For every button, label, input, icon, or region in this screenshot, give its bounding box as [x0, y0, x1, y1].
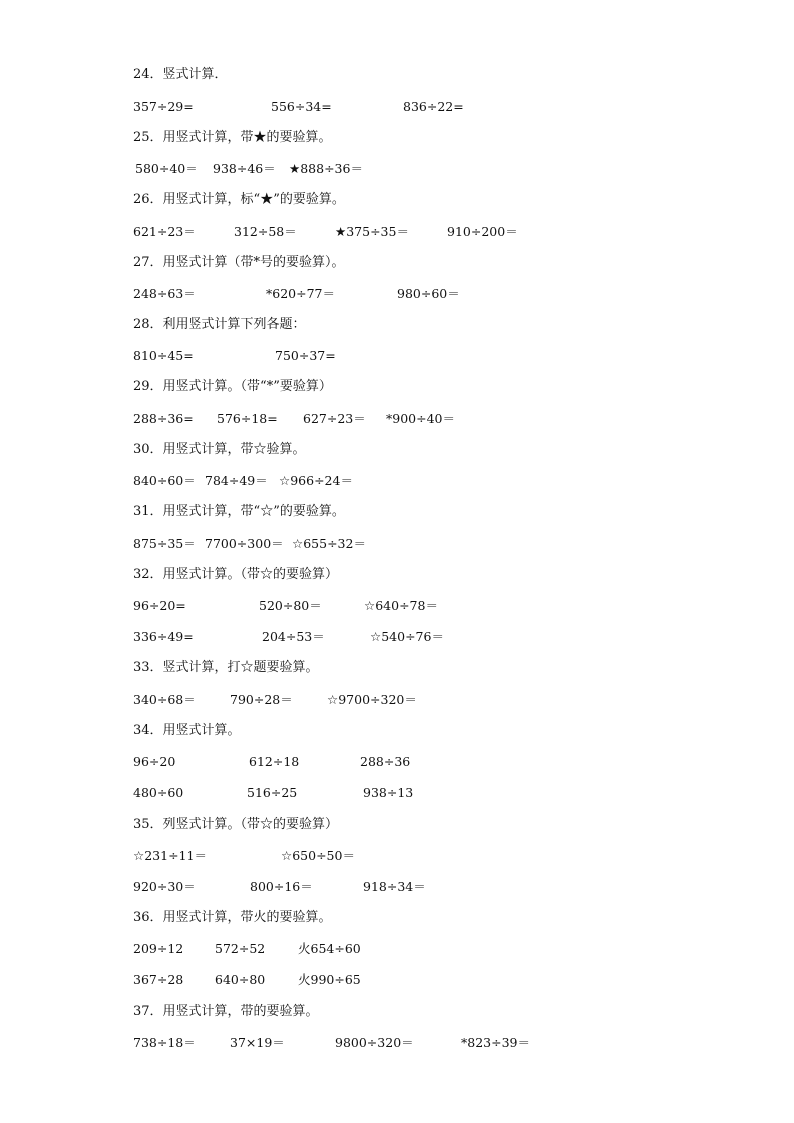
expression: 96÷20	[133, 754, 176, 769]
problem-37-title: 37．用竖式计算，带的要验算。	[133, 1004, 319, 1019]
problem-30-title: 30．用竖式计算，带☆验算。	[133, 442, 306, 457]
expression: 920÷30＝	[133, 879, 196, 894]
expression: 576÷18=	[217, 411, 278, 426]
problem-25-title: 25．用竖式计算，带★的要验算。	[133, 130, 332, 145]
problem-36-title: 36．用竖式计算，带火的要验算。	[133, 910, 332, 925]
expression: 980÷60＝	[397, 286, 460, 301]
problem-29-title: 29．用竖式计算。（带“*”要验算）	[133, 379, 332, 394]
expression: ☆231÷11＝	[133, 848, 207, 863]
expression: 572÷52	[215, 941, 266, 956]
expression: 640÷80	[215, 972, 266, 987]
problem-33-title: 33．竖式计算，打☆题要验算。	[133, 660, 319, 675]
expression: 627÷23＝	[303, 411, 366, 426]
expression: 836÷22=	[403, 99, 464, 114]
expression: 875÷35＝	[133, 536, 196, 551]
expression: 790÷28＝	[230, 692, 293, 707]
expression: 480÷60	[133, 785, 184, 800]
expression: 738÷18＝	[133, 1035, 196, 1050]
expression: 288÷36=	[133, 411, 194, 426]
expression: 7700÷300＝	[205, 536, 284, 551]
expression: *900÷40＝	[386, 411, 455, 426]
expression: *823÷39＝	[461, 1035, 530, 1050]
expression: ☆9700÷320＝	[327, 692, 417, 707]
problem-32-title: 32．用竖式计算。（带☆的要验算）	[133, 567, 339, 582]
expression: 938÷13	[363, 785, 414, 800]
expression: ☆540÷76＝	[370, 629, 444, 644]
expression: 800÷16＝	[250, 879, 313, 894]
expression: 750÷37=	[275, 348, 336, 363]
problem-27-title: 27．用竖式计算（带*号的要验算）。	[133, 255, 345, 270]
expression: 918÷34＝	[363, 879, 426, 894]
expression: 840÷60＝	[133, 473, 196, 488]
expression: 96÷20=	[133, 598, 186, 613]
expression: 209÷12	[133, 941, 184, 956]
expression: 37×19＝	[230, 1035, 285, 1050]
expression: ☆966÷24＝	[279, 473, 353, 488]
problem-28-title: 28．利用竖式计算下列各题：	[133, 317, 306, 332]
expression: 9800÷320＝	[335, 1035, 414, 1050]
problem-31-title: 31．用竖式计算，带“☆”的要验算。	[133, 504, 345, 519]
expression: ☆640÷78＝	[364, 598, 438, 613]
expression: 火990÷65	[298, 972, 361, 987]
expression: 580÷40＝	[135, 161, 198, 176]
expression: 204÷53＝	[262, 629, 325, 644]
problem-26-title: 26．用竖式计算，标“★”的要验算。	[133, 192, 345, 207]
expression: 288÷36	[360, 754, 411, 769]
problem-35-title: 35．列竖式计算。（带☆的要验算）	[133, 817, 339, 832]
expression: 784÷49＝	[205, 473, 268, 488]
expression: 556÷34=	[271, 99, 332, 114]
expression: ★375÷35＝	[335, 224, 409, 239]
expression: ★888÷36＝	[289, 161, 363, 176]
expression: 248÷63＝	[133, 286, 196, 301]
expression: 367÷28	[133, 972, 184, 987]
expression: *620÷77＝	[266, 286, 335, 301]
expression: 357÷29=	[133, 99, 194, 114]
problem-24-title: 24．竖式计算．	[133, 67, 228, 82]
expression: ☆655÷32＝	[292, 536, 366, 551]
expression: 621÷23＝	[133, 224, 196, 239]
problem-34-title: 34．用竖式计算。	[133, 723, 241, 738]
expression: 938÷46＝	[213, 161, 276, 176]
expression: 810÷45=	[133, 348, 194, 363]
expression: 336÷49=	[133, 629, 194, 644]
expression: 312÷58＝	[234, 224, 297, 239]
expression: 520÷80＝	[259, 598, 322, 613]
expression: 火654÷60	[298, 941, 361, 956]
expression: 516÷25	[247, 785, 298, 800]
expression: 340÷68＝	[133, 692, 196, 707]
expression: 910÷200＝	[447, 224, 518, 239]
expression: ☆650÷50＝	[281, 848, 355, 863]
expression: 612÷18	[249, 754, 300, 769]
